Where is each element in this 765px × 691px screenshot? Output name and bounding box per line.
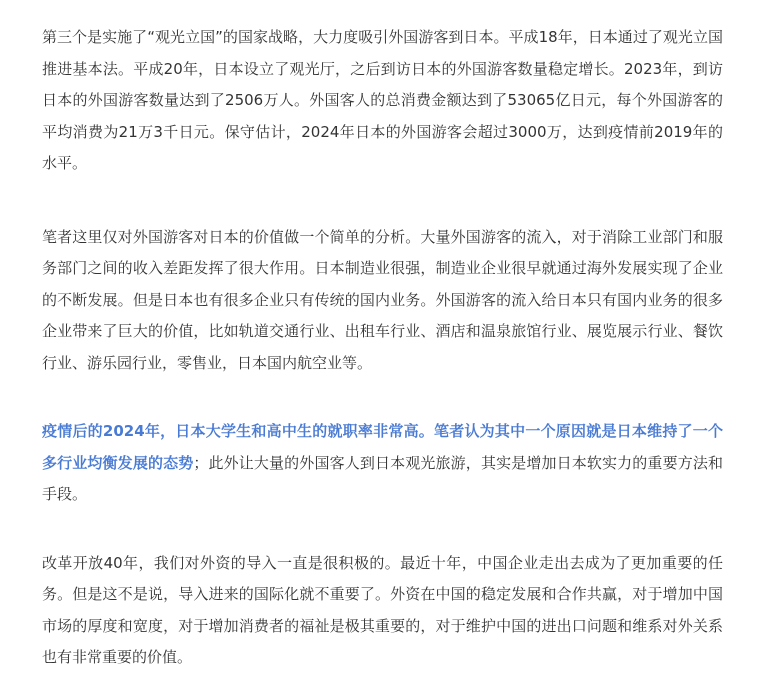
paragraph-tourist-value-analysis: 笔者这里仅对外国游客对日本的价值做一个简单的分析。大量外国游客的流入，对于消除工业部门和服务部门之间的收入差距发挥了很大作用。日本制造业很强，制造业企业很早就通过海外发展实现了企业的不断发展。但是日本也有很多企业只有传统的国内业务。外国游客的流入给日本只有国内业务的很多企业带来了巨大的价值，比如轨道交通行业、出租车行业、酒店和温泉旅馆行业、展览展示行业、餐饮行业、游乐园行业，零售业，日本国内航空业等。 [42,227,723,372]
paragraph-tourism-strategy: 第三个是实施了“观光立国”的国家战略，大力度吸引外国游客到日本。平成18年，日本通过了观光立国推进基本法。平成20年，日本设立了观光厅，之后到访日本的外国游客数量稳定增长。2023年，到访日本的外国游客数量达到了2506万人。外国客人的总消费金额达到了53065亿日元，每个外国游客的平均消费为21万3千日元。保守估计，2024年日本的外国游客会超过3000万，达到疫情前2019年的水平。 [42,28,723,172]
paragraph-foreign-investment: 改革开放40年，我们对外资的导入一直是很积极的。最近十年，中国企业走出去成为了更加重要的任务。但是这不是说，导入进来的国际化就不重要了。外资在中国的稳定发展和合作共赢，对于增加中国市场的厚度和宽度，对于增加消费者的福祉是极其重要的，对于维护中国的进出口问题和维系对外关系也有非常重要的价值。 [42,553,723,666]
paragraph-text: ；此外让大量的外国客人到日本观光旅游，其实是增加日本软实力的重要方法和手段。 [42,453,723,503]
emphasized-text: 疫情后的2024年，日本大学生和高中生的就职率非常高。笔者认为其中一个原因就是日本维持了一个多行业均衡发展的态势 [42,422,723,472]
paragraph-employment-rate [42,416,723,511]
